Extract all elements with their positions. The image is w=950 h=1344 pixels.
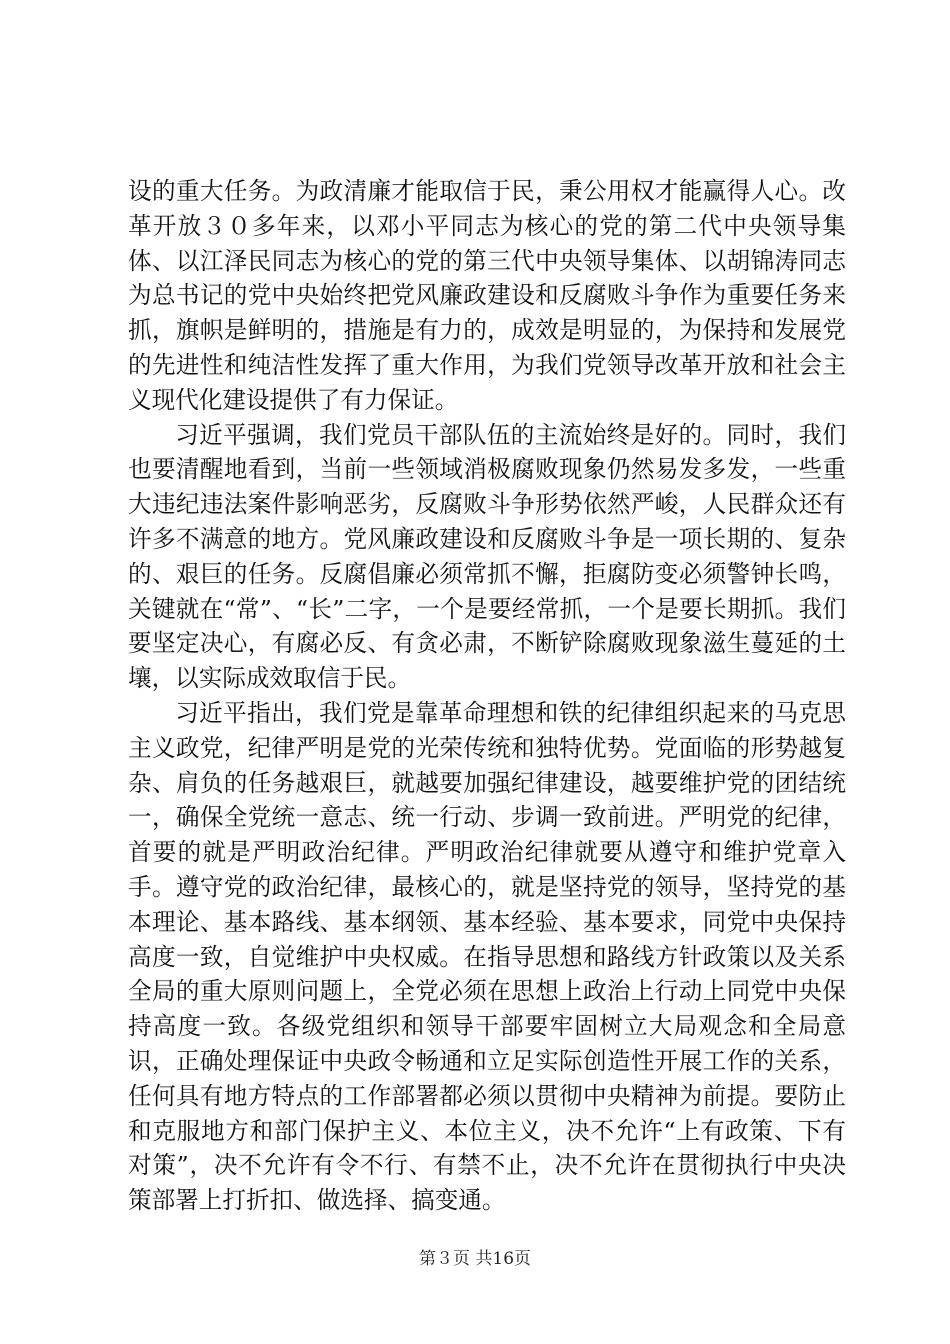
paragraph-3: 习近平指出，我们党是靠革命理想和铁的纪律组织起来的马克思主义政党，纪律严明是党的光荣传统和独特优势。党面临的形势越复杂、肩负的任务越艰巨，就越要加强纪律建设，越要维护党的团结统一，确保全党统一意志、统一行动、步调一致前进。严明党的纪律，首要的就是严明政治纪律。严明政治纪律就要从遵守和维护党章入手。遵守党的政治纪律，最核心的，就是坚持党的领导，坚持党的基本理论、基本路线、基本纲领、基本经验、基本要求，同党中央保持高度一致，自觉维护中央权威。在指导思想和路线方针政策以及关系全局的重大原则问题上，全党必须在思想上政治上行动上同党中央保持高度一致。各级党组织和领导干部要牢固树立大局观念和全局意识，正确处理保证中央政令畅通和立足实际创造性开展工作的关系，任何具有地方特点的工作部署都必须以贯彻中央精神为前提。要防止和克服地方和部门保护主义、本位主义，决不允许“上有政策、下有对策”，决不允许有令不行、有禁不止，决不允许在贯彻执行中央决策部署上打折扣、做选择、搞变通。 [128, 698, 846, 1215]
page-number-label: 第３页 共16页 [418, 1249, 532, 1269]
paragraph-1: 设的重大任务。为政清廉才能取信于民，秉公用权才能赢得人心。改革开放３０多年来，以邓小平同志为核心的党的第二代中央领导集体、以江泽民同志为核心的党的第三代中央领导集体、以胡锦涛同志为总书记的党中央始终把党风廉政建设和反腐败斗争作为重要任务来抓，旗帜是鲜明的，措施是有力的，成效是明显的，为保持和发展党的先进性和纯洁性发挥了重大作用，为我们党领导改革开放和社会主义现代化建设提供了有力保证。 [128, 177, 846, 414]
page-footer [0, 1244, 950, 1269]
body-text [128, 174, 846, 1218]
paragraph-2: 习近平强调，我们党员干部队伍的主流始终是好的。同时，我们也要清醒地看到，当前一些领域消极腐败现象仍然易发多发，一些重大违纪违法案件影响恶劣，反腐败斗争形势依然严峻，人民群众还有许多不满意的地方。党风廉政建设和反腐败斗争是一项长期的、复杂的、艰巨的任务。反腐倡廉必须常抓不懈，拒腐防变必须警钟长鸣，关键就在“常”、“长”二字，一个是要经常抓，一个是要长期抓。我们要坚定决心，有腐必反、有贪必肃，不断铲除腐败现象滋生蔓延的土壤，以实际成效取信于民。 [128, 420, 846, 693]
